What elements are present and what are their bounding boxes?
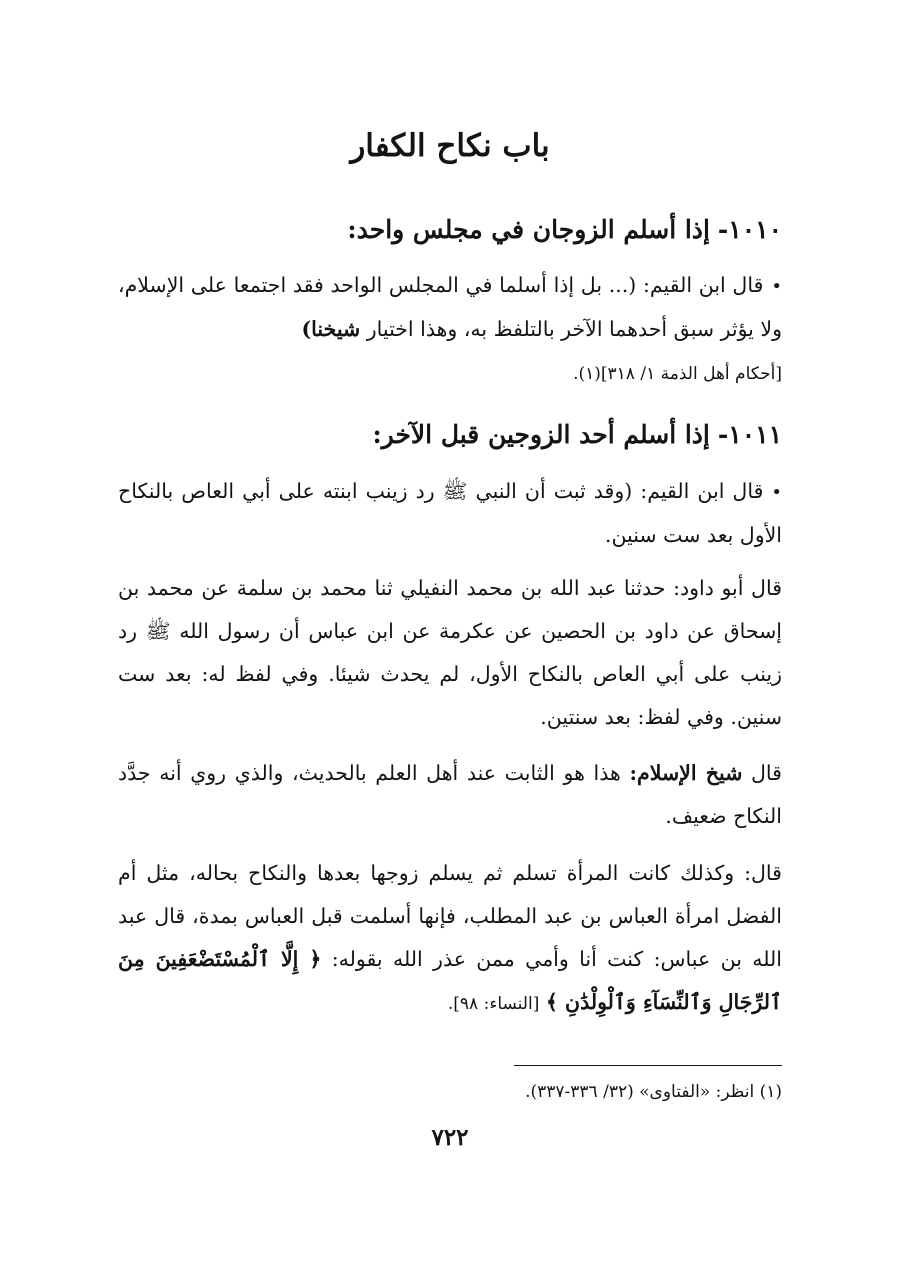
paragraph-text: قال أبو داود: حدثنا عبد الله بن محمد النفيلي ثنا محمد بن سلمة عن محمد بن إسحاق عن داود بن الحصين عن عكرمة عن ابن عباس أن رسول الله ﷺ رد زينب على أبي العاص بالنكاح الأول، لم يحدث شيئا. وفي لفظ له: بعد ست سنين. وفي لفظ: بعد سنتين. <box>118 576 782 729</box>
paragraph-ibn-qayyim-1 <box>118 264 782 396</box>
page-number: ٧٢٢ <box>431 1124 469 1151</box>
paragraph-shaykh-islam <box>118 752 782 838</box>
paragraph-text: قال ابن القيم: (وقد ثبت أن النبي ﷺ رد زينب ابنته على أبي العاص بالنكاح الأول بعد ست سنين. <box>118 479 782 547</box>
paragraph-abu-dawud <box>118 567 782 739</box>
paragraph-text: قال ابن القيم: (... بل إذا أسلما في المجلس الواحد فقد اجتمعا على الإسلام، ولا يؤثر سبق أحدهما الآخر بالتلفظ به، وهذا اختيار <box>118 273 782 341</box>
footnote: (١) انظر: «الفتاوى» (٣٢/ ٣٣٦-٣٣٧). <box>525 1082 782 1102</box>
bold-term: شيخنا) <box>301 317 361 341</box>
paragraph-umm-fadl <box>118 852 782 1026</box>
section-title: إذا أسلم الزوجان في مجلس واحد: <box>347 215 710 244</box>
footnote-divider <box>514 1065 782 1066</box>
paragraph-lead: قال: <box>744 861 782 885</box>
source-reference: [أحكام أهل الذمة ١/ ٣١٨](١). <box>573 364 782 384</box>
section-number: ١٠١٠- <box>717 215 782 244</box>
section-title: إذا أسلم أحد الزوجين قبل الآخر: <box>372 420 710 449</box>
section-heading-1010 <box>118 214 782 247</box>
paragraph-ibn-qayyim-2 <box>118 470 782 557</box>
quran-verse: ﴿ إِلَّا ٱلْمُسْتَضْعَفِينَ مِنَ ٱلرِّجَالِ وَٱلنِّسَآءِ وَٱلْوِلْدَٰنِ ﴾ <box>118 947 782 1014</box>
verse-reference: [النساء: ٩٨]. <box>447 994 540 1014</box>
bullet-icon: • <box>771 276 782 297</box>
book-page <box>118 0 782 1271</box>
section-heading-1011 <box>118 419 782 452</box>
section-number: ١٠١١- <box>717 420 782 449</box>
bold-term: شيخ الإسلام: <box>629 761 743 785</box>
chapter-title: باب نكاح الكفار <box>350 128 550 164</box>
bullet-icon: • <box>771 482 782 503</box>
paragraph-lead: قال <box>751 761 782 785</box>
paragraph-text: وكذلك كانت المرأة تسلم ثم يسلم زوجها بعدها والنكاح بحاله، مثل أم الفضل امرأة العباس بن عبد المطلب، فإنها أسلمت قبل العباس بمدة، قال عبد الله بن عباس: كنت أنا وأمي ممن عذر الله بقوله: <box>118 861 782 971</box>
paragraph-text: هذا هو الثابت عند أهل العلم بالحديث، والذي روي أنه جدَّد النكاح ضعيف. <box>118 761 782 828</box>
